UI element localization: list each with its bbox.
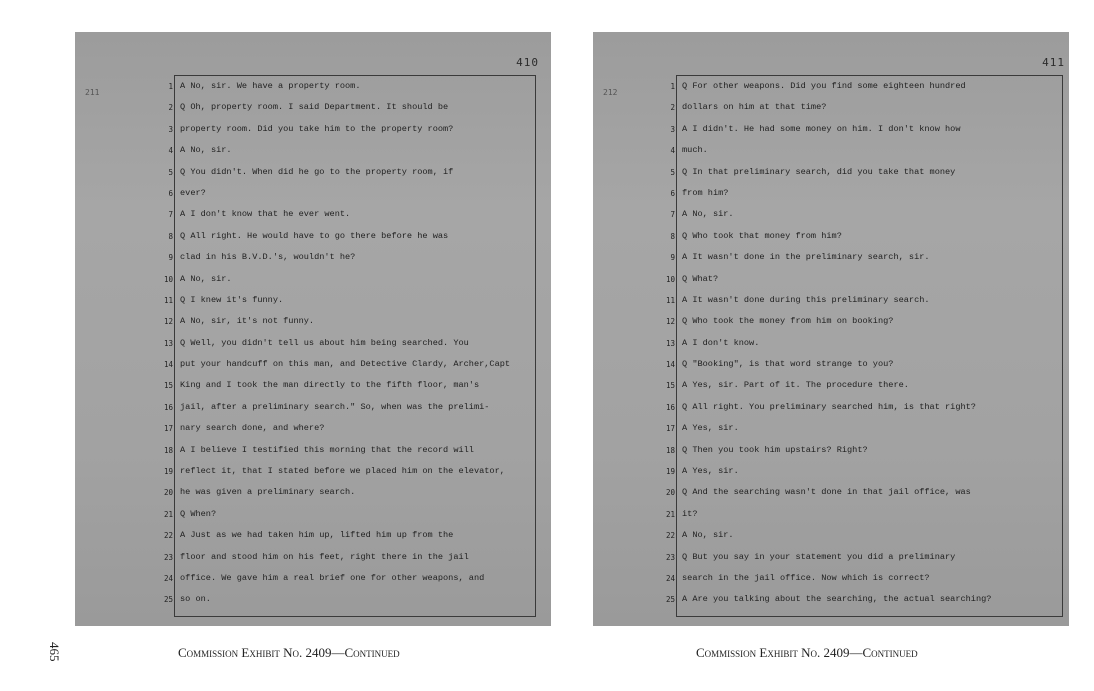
transcript-line: A Yes, sir. Part of it. The procedure there.: [682, 380, 909, 391]
transcript-line: Q Then you took him upstairs? Right?: [682, 444, 868, 455]
transcript-line: A No, sir.: [682, 530, 734, 541]
transcript-line: Q In that preliminary search, did you take that money: [682, 166, 956, 177]
right-line-numbers: [655, 76, 675, 611]
transcript-line: Q Oh, property room. I said Department. It should be: [180, 102, 449, 113]
left-transcript-lines: [180, 76, 530, 611]
line-number: 10: [665, 274, 675, 284]
line-number: 16: [163, 402, 173, 412]
line-number: 4: [670, 146, 675, 156]
transcript-line: Q I knew it's funny.: [180, 294, 284, 305]
line-number: 24: [665, 573, 675, 583]
transcript-line: A No, sir.: [180, 273, 232, 284]
transcript-line: A I didn't. He had some money on him. I don't know how: [682, 123, 961, 134]
transcript-line: jail, after a preliminary search." So, when was the prelimi-: [180, 401, 490, 412]
transcript-line: King and I took the man directly to the fifth floor, man's: [180, 380, 480, 391]
line-number: 13: [163, 338, 173, 348]
line-number: 3: [168, 124, 173, 134]
line-number: 25: [163, 595, 173, 605]
transcript-line: A I don't know that he ever went.: [180, 209, 351, 220]
right-margin-note: 212: [603, 88, 618, 97]
volume-page-stamp: 465: [47, 642, 62, 662]
line-number: 18: [665, 445, 675, 455]
line-number: 23: [665, 552, 675, 562]
line-number: 17: [163, 424, 173, 434]
line-number: 2: [670, 103, 675, 113]
transcript-line: A No, sir. We have a property room.: [180, 81, 361, 91]
line-number: 1: [670, 82, 675, 91]
transcript-line: Q You didn't. When did he go to the property room, if: [180, 166, 454, 177]
transcript-line: search in the jail office. Now which is correct?: [682, 572, 930, 583]
line-number: 19: [163, 467, 173, 477]
line-number: 14: [665, 360, 675, 370]
transcript-line: put your handcuff on this man, and Detective Clardy, Archer,Capt: [180, 359, 511, 370]
line-number: 11: [665, 295, 675, 305]
line-number: 7: [670, 210, 675, 220]
line-number: 16: [665, 402, 675, 412]
transcript-line: reflect it, that I stated before we placed him on the elevator,: [180, 466, 505, 477]
line-number: 3: [670, 124, 675, 134]
line-number: 17: [665, 424, 675, 434]
transcript-line: much.: [682, 145, 708, 156]
line-number: 8: [168, 231, 173, 241]
line-number: 13: [665, 338, 675, 348]
line-number: 11: [163, 295, 173, 305]
line-number: 15: [665, 381, 675, 391]
transcript-line: A No, sir, it's not funny.: [180, 316, 315, 327]
right-transcript-lines: [682, 76, 1058, 611]
transcript-line: floor and stood him on his feet, right there in the jail: [180, 551, 469, 562]
transcript-line: A Yes, sir.: [682, 423, 739, 434]
line-number: 8: [670, 231, 675, 241]
transcript-line: Q When?: [180, 508, 217, 519]
line-number: 12: [665, 317, 675, 327]
line-number: 9: [670, 253, 675, 263]
line-number: 6: [670, 188, 675, 198]
transcript-line: it?: [682, 508, 698, 519]
transcript-line: Q All right. He would have to go there before he was: [180, 230, 449, 241]
transcript-line: Q But you say in your statement you did a preliminary: [682, 551, 956, 562]
line-number: 21: [163, 509, 173, 519]
transcript-line: he was given a preliminary search.: [180, 487, 356, 498]
right-page-number: 411: [1042, 56, 1065, 69]
line-number: 14: [163, 360, 173, 370]
line-number: 15: [163, 381, 173, 391]
transcript-line: Q Who took that money from him?: [682, 230, 842, 241]
transcript-line: Q Who took the money from him on booking?: [682, 316, 894, 327]
transcript-line: Q And the searching wasn't done in that jail office, was: [682, 487, 971, 498]
transcript-line: A It wasn't done in the preliminary search, sir.: [682, 252, 930, 263]
transcript-line: ever?: [180, 187, 206, 198]
transcript-line: Q Well, you didn't tell us about him being searched. You: [180, 337, 469, 348]
left-line-numbers: [153, 76, 173, 611]
transcript-line: A It wasn't done during this preliminary search.: [682, 294, 930, 305]
transcript-line: A No, sir.: [682, 209, 734, 220]
line-number: 12: [163, 317, 173, 327]
transcript-line: office. We gave him a real brief one for other weapons, and: [180, 572, 485, 583]
line-number: 20: [665, 488, 675, 498]
transcript-line: Q For other weapons. Did you find some eighteen hundred: [682, 81, 966, 91]
line-number: 5: [168, 167, 173, 177]
transcript-line: A Yes, sir.: [682, 466, 739, 477]
line-number: 2: [168, 103, 173, 113]
line-number: 1: [168, 82, 173, 91]
transcript-line: A Just as we had taken him up, lifted him up from the: [180, 530, 454, 541]
left-document-page: [75, 32, 551, 626]
transcript-line: nary search done, and where?: [180, 423, 325, 434]
transcript-line: A No, sir.: [180, 145, 232, 156]
transcript-line: Q All right. You preliminary searched him, is that right?: [682, 401, 976, 412]
transcript-line: Q "Booking", is that word strange to you?: [682, 359, 894, 370]
right-caption: Commission Exhibit No. 2409—Continued: [696, 645, 918, 660]
line-number: 7: [168, 210, 173, 220]
left-caption: Commission Exhibit No. 2409—Continued: [178, 645, 400, 660]
transcript-line: Q What?: [682, 273, 719, 284]
line-number: 25: [665, 595, 675, 605]
line-number: 22: [665, 531, 675, 541]
transcript-line: so on.: [180, 594, 211, 605]
transcript-line: property room. Did you take him to the property room?: [180, 123, 454, 134]
line-number: 10: [163, 274, 173, 284]
line-number: 22: [163, 531, 173, 541]
line-number: 21: [665, 509, 675, 519]
transcript-line: from him?: [682, 187, 729, 198]
line-number: 5: [670, 167, 675, 177]
right-document-page: [593, 32, 1069, 626]
line-number: 6: [168, 188, 173, 198]
line-number: 19: [665, 467, 675, 477]
transcript-line: A Are you talking about the searching, the actual searching?: [682, 594, 992, 605]
transcript-line: A I don't know.: [682, 337, 760, 348]
left-margin-note: 211: [85, 88, 100, 97]
line-number: 23: [163, 552, 173, 562]
left-page-number: 410: [516, 56, 539, 69]
line-number: 9: [168, 253, 173, 263]
transcript-line: A I believe I testified this morning that the record will: [180, 444, 474, 455]
line-number: 18: [163, 445, 173, 455]
line-number: 20: [163, 488, 173, 498]
transcript-line: dollars on him at that time?: [682, 102, 827, 113]
transcript-line: clad in his B.V.D.'s, wouldn't he?: [180, 252, 356, 263]
line-number: 24: [163, 573, 173, 583]
line-number: 4: [168, 146, 173, 156]
